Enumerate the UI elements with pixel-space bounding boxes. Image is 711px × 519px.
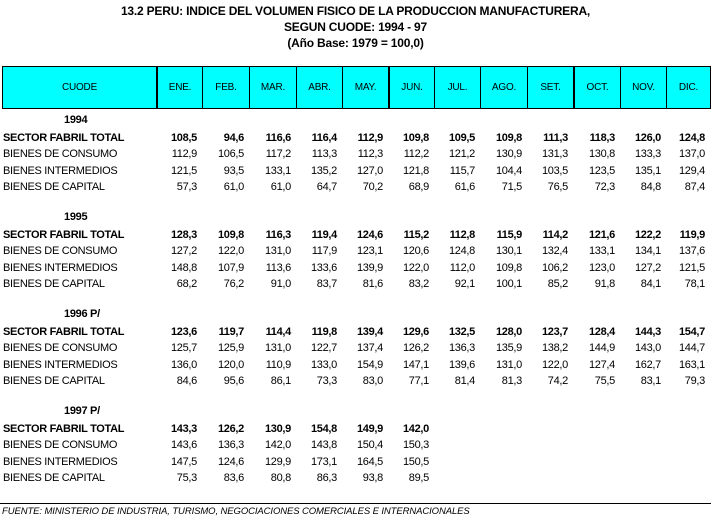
- table-cell: 124,6: [356, 229, 383, 241]
- table-cell: 119,7: [218, 326, 244, 338]
- table-cell: 127,0: [356, 164, 383, 177]
- table-cell: 119,4: [311, 229, 337, 241]
- table-cell: 133,3: [634, 148, 661, 161]
- table-cell: 133,1: [264, 164, 291, 177]
- table-cell: 124,8: [448, 245, 475, 258]
- row-label: BIENES DE CAPITAL: [3, 180, 105, 193]
- table-cell: 150,3: [402, 439, 429, 452]
- table-cell: 76,5: [547, 180, 568, 193]
- table-cell: 93,8: [362, 471, 383, 484]
- column-header-month: JUN.: [388, 67, 434, 108]
- table-cell: 86,3: [316, 471, 337, 484]
- table-cell: 132,4: [541, 245, 568, 258]
- table-cell: 123,5: [588, 164, 615, 177]
- table-row: [2, 243, 709, 259]
- table-cell: 94,6: [223, 132, 244, 144]
- table-cell: 143,0: [634, 342, 661, 355]
- column-header-month: ENE.: [156, 67, 202, 108]
- table-cell: 75,3: [176, 471, 197, 484]
- table-cell: 103,5: [541, 164, 568, 177]
- table-cell: 81,4: [454, 374, 475, 387]
- table-cell: 112,2: [403, 148, 429, 161]
- table-cell: 83,6: [223, 471, 244, 484]
- table-cell: 74,2: [547, 374, 568, 387]
- table-cell: 121,5: [170, 164, 197, 177]
- table-cell: 123,1: [356, 245, 383, 258]
- table-cell: 130,9: [264, 423, 291, 435]
- table-cell: 116,4: [311, 132, 337, 144]
- table-cell: 127,4: [588, 358, 615, 371]
- column-header-month: FEB.: [202, 67, 249, 108]
- table-cell: 129,6: [402, 326, 429, 338]
- table-row: [2, 470, 709, 486]
- table-cell: 84,8: [640, 180, 661, 193]
- table-cell: 109,8: [495, 132, 522, 144]
- table-cell: 86,1: [270, 374, 291, 387]
- table-cell: 138,2: [541, 342, 568, 355]
- table-cell: 109,8: [402, 132, 429, 144]
- table-row: [2, 373, 709, 389]
- column-header-month: OCT.: [573, 67, 620, 108]
- table-cell: 143,3: [170, 423, 197, 435]
- table-cell: 70,2: [362, 180, 383, 193]
- table-cell: 83,2: [408, 277, 429, 290]
- table-cell: 147,5: [170, 455, 197, 468]
- table-cell: 150,5: [402, 455, 429, 468]
- table-cell: 150,4: [356, 439, 383, 452]
- table-cell: 115,9: [496, 229, 522, 241]
- table-cell: 73,3: [316, 374, 337, 387]
- row-label: BIENES DE CONSUMO: [3, 245, 118, 258]
- table-cell: 122,0: [541, 358, 568, 371]
- table-cell: 109,8: [217, 229, 244, 241]
- table-row: [2, 163, 709, 179]
- row-label: BIENES INTERMEDIOS: [3, 455, 118, 468]
- table-cell: 61,6: [454, 180, 475, 193]
- table-cell: 123,7: [541, 326, 568, 338]
- row-label: BIENES DE CONSUMO: [3, 342, 118, 355]
- table-cell: 137,4: [356, 342, 383, 355]
- table-row: [2, 421, 709, 437]
- table-cell: 130,1: [495, 245, 522, 258]
- table-cell: 106,2: [541, 261, 568, 274]
- table-cell: 128,0: [495, 326, 522, 338]
- source-note: FUENTE: MINISTERIO DE INDUSTRIA, TURISMO, NEGOCIACIONES COMERCIALES E INTERNACIONALES: [2, 506, 470, 517]
- table-cell: 115,2: [403, 229, 429, 241]
- table-cell: 117,2: [265, 148, 291, 161]
- table-cell: 122,0: [217, 245, 244, 258]
- table-cell: 91,0: [270, 277, 291, 290]
- table-cell: 124,8: [678, 132, 705, 144]
- row-label: SECTOR FABRIL TOTAL: [3, 326, 125, 338]
- table-cell: 71,5: [501, 180, 522, 193]
- table-cell: 64,7: [316, 180, 337, 193]
- table-cell: 154,9: [356, 358, 383, 371]
- table-cell: 75,5: [594, 374, 615, 387]
- table-header: [2, 66, 711, 109]
- table-cell: 142,0: [264, 439, 291, 452]
- table-cell: 133,0: [310, 358, 337, 371]
- row-label: SECTOR FABRIL TOTAL: [3, 132, 125, 144]
- column-header-month: SET.: [527, 67, 573, 108]
- table-cell: 112,8: [449, 229, 475, 241]
- table-cell: 61,0: [223, 180, 244, 193]
- row-label: BIENES DE CAPITAL: [3, 277, 105, 290]
- table-cell: 132,5: [448, 326, 475, 338]
- table-cell: 118,3: [589, 132, 615, 144]
- table-subtitle: SEGUN CUODE: 1994 - 97: [284, 20, 427, 34]
- row-label: BIENES DE CONSUMO: [3, 439, 118, 452]
- table-cell: 113,6: [265, 261, 291, 274]
- table-cell: 83,1: [640, 374, 661, 387]
- table-cell: 79,3: [684, 374, 705, 387]
- table-cell: 87,4: [684, 180, 705, 193]
- table-cell: 93,5: [223, 164, 244, 177]
- table-cell: 134,1: [634, 245, 661, 258]
- table-cell: 154,8: [310, 423, 337, 435]
- table-cell: 139,4: [356, 326, 383, 338]
- table-cell: 143,8: [310, 439, 337, 452]
- table-cell: 84,6: [176, 374, 197, 387]
- table-cell: 173,1: [310, 455, 337, 468]
- table-cell: 135,2: [310, 164, 337, 177]
- table-cell: 122,0: [402, 261, 429, 274]
- base-year-note: (Año Base: 1979 = 100,0): [287, 36, 424, 50]
- table-cell: 131,0: [264, 245, 291, 258]
- table-title: 13.2 PERU: INDICE DEL VOLUMEN FISICO DE LA PRODUCCION MANUFACTURERA,: [120, 4, 591, 18]
- table-cell: 112,9: [171, 148, 197, 161]
- table-cell: 72,3: [594, 180, 615, 193]
- table-cell: 128,4: [588, 326, 615, 338]
- table-cell: 131,0: [264, 342, 291, 355]
- table-cell: 125,9: [217, 342, 244, 355]
- table-row: [2, 179, 709, 195]
- table-cell: 110,9: [265, 358, 291, 371]
- table-cell: 123,6: [170, 326, 197, 338]
- table-cell: 139,6: [448, 358, 475, 371]
- table-cell: 119,9: [679, 229, 705, 241]
- table-cell: 154,7: [678, 326, 705, 338]
- table-cell: 124,6: [217, 455, 244, 468]
- table-row: [2, 146, 709, 162]
- table-row: [2, 437, 709, 453]
- year-heading: 1996 P/: [64, 308, 100, 320]
- year-heading: 1994: [64, 114, 88, 126]
- column-header-month: ABR.: [296, 67, 342, 108]
- table-cell: 112,9: [357, 132, 383, 144]
- table-cell: 121,8: [402, 164, 429, 177]
- table-cell: 78,1: [684, 277, 705, 290]
- table-cell: 123,0: [588, 261, 615, 274]
- table-cell: 137,0: [678, 148, 705, 161]
- table-cell: 136,0: [170, 358, 197, 371]
- table-cell: 126,2: [217, 423, 244, 435]
- table-cell: 104,4: [495, 164, 522, 177]
- table-cell: 164,5: [356, 455, 383, 468]
- table-cell: 115,7: [449, 164, 475, 177]
- table-cell: 131,3: [541, 148, 568, 161]
- table-row: [2, 324, 709, 340]
- column-header-month: JUL.: [434, 67, 480, 108]
- table-cell: 84,1: [640, 277, 661, 290]
- table-cell: 122,7: [310, 342, 337, 355]
- table-cell: 61,0: [270, 180, 291, 193]
- row-label: SECTOR FABRIL TOTAL: [3, 229, 125, 241]
- table-cell: 144,3: [634, 326, 661, 338]
- year-heading: 1995: [64, 211, 88, 223]
- table-row: [2, 130, 709, 146]
- table-cell: 57,3: [176, 180, 197, 193]
- table-cell: 77,1: [408, 374, 429, 387]
- table-cell: 125,7: [170, 342, 197, 355]
- table-cell: 144,7: [678, 342, 705, 355]
- row-label: BIENES DE CAPITAL: [3, 374, 105, 387]
- table-cell: 122,2: [634, 229, 661, 241]
- table-cell: 130,9: [495, 148, 522, 161]
- table-cell: 109,5: [448, 132, 475, 144]
- table-cell: 119,8: [311, 326, 337, 338]
- table-cell: 76,2: [223, 277, 244, 290]
- row-label: BIENES INTERMEDIOS: [3, 358, 118, 371]
- row-label: BIENES DE CAPITAL: [3, 471, 105, 484]
- table-cell: 114,4: [265, 326, 291, 338]
- table-cell: 109,8: [495, 261, 522, 274]
- table-cell: 127,2: [170, 245, 197, 258]
- table-cell: 121,2: [448, 148, 475, 161]
- table-cell: 163,1: [678, 358, 705, 371]
- table-cell: 121,6: [588, 229, 615, 241]
- table-cell: 80,8: [270, 471, 291, 484]
- table-cell: 129,4: [678, 164, 705, 177]
- table-cell: 126,2: [402, 342, 429, 355]
- table-cell: 81,3: [501, 374, 522, 387]
- table-cell: 142,0: [402, 423, 429, 435]
- table-cell: 106,5: [217, 148, 244, 161]
- table-row: [2, 340, 709, 356]
- table-row: [2, 454, 709, 470]
- table-cell: 95,6: [223, 374, 244, 387]
- table-cell: 89,5: [408, 471, 429, 484]
- column-header-month: AGO.: [480, 67, 527, 108]
- row-label: BIENES INTERMEDIOS: [3, 261, 118, 274]
- column-header-month: MAR.: [249, 67, 296, 108]
- row-label: BIENES DE CONSUMO: [3, 148, 118, 161]
- table-cell: 121,5: [678, 261, 705, 274]
- row-label: SECTOR FABRIL TOTAL: [3, 423, 125, 435]
- row-label: BIENES INTERMEDIOS: [3, 164, 118, 177]
- table-cell: 135,1: [634, 164, 661, 177]
- table-cell: 135,9: [495, 342, 522, 355]
- table-row: [2, 227, 709, 243]
- table-cell: 130,8: [588, 148, 615, 161]
- table-cell: 100,1: [495, 277, 522, 290]
- table-cell: 68,2: [176, 277, 197, 290]
- column-header-cuode: CUODE: [61, 82, 98, 93]
- table-cell: 128,3: [170, 229, 197, 241]
- table-cell: 85,2: [547, 277, 568, 290]
- column-header-month: NOV.: [620, 67, 666, 108]
- year-heading: 1997 P/: [64, 405, 100, 417]
- table-cell: 111,3: [543, 132, 568, 144]
- table-cell: 162,7: [634, 358, 661, 371]
- column-header-month: DIC.: [666, 67, 710, 108]
- table-cell: 114,2: [542, 229, 568, 241]
- column-header-month: MAY.: [342, 67, 388, 108]
- table-cell: 92,1: [454, 277, 475, 290]
- table-cell: 112,0: [449, 261, 475, 274]
- table-cell: 147,1: [402, 358, 429, 371]
- table-cell: 81,6: [362, 277, 383, 290]
- table-cell: 83,0: [362, 374, 383, 387]
- table-cell: 143,6: [170, 439, 197, 452]
- table-cell: 83,7: [316, 277, 337, 290]
- table-cell: 107,9: [217, 261, 244, 274]
- table-cell: 127,2: [634, 261, 661, 274]
- table-cell: 116,6: [265, 132, 291, 144]
- table-cell: 116,3: [265, 229, 291, 241]
- table-row: [2, 357, 709, 373]
- table-cell: 133,1: [588, 245, 615, 258]
- table-cell: 117,9: [311, 245, 337, 258]
- table-cell: 148,8: [170, 261, 197, 274]
- table-cell: 131,0: [495, 358, 522, 371]
- table-cell: 136,3: [217, 439, 244, 452]
- table-cell: 91,8: [594, 277, 615, 290]
- footer-divider: [0, 503, 711, 504]
- table-cell: 137,6: [678, 245, 705, 258]
- table-cell: 136,3: [448, 342, 475, 355]
- table-cell: 113,3: [311, 148, 337, 161]
- table-cell: 144,9: [588, 342, 615, 355]
- table-row: [2, 276, 709, 292]
- table-cell: 68,9: [408, 180, 429, 193]
- table-cell: 112,3: [357, 148, 383, 161]
- table-cell: 120,0: [217, 358, 244, 371]
- table-row: [2, 260, 709, 276]
- table-cell: 120,6: [402, 245, 429, 258]
- table-cell: 139,9: [356, 261, 383, 274]
- table-cell: 149,9: [356, 423, 383, 435]
- table-cell: 129,9: [264, 455, 291, 468]
- table-cell: 133,6: [310, 261, 337, 274]
- table-cell: 108,5: [170, 132, 197, 144]
- table-cell: 126,0: [634, 132, 661, 144]
